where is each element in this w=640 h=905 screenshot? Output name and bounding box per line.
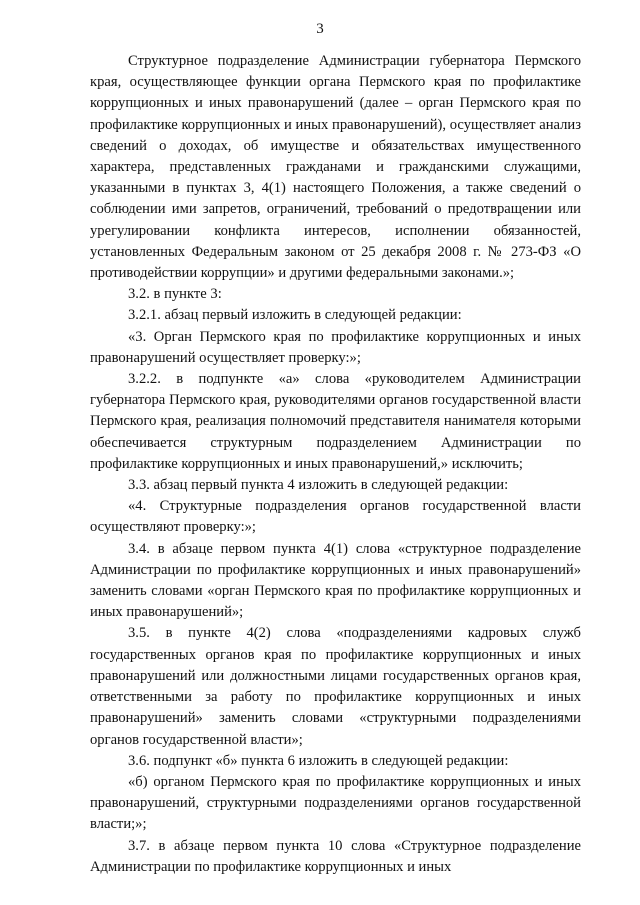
paragraph-3-5: 3.5. в пункте 4(2) слова «подразделениями кадровых служб государственных органов края по профилактике коррупционных и иных правонарушений или должностными лицами государственных органов края, ответственными за работу по профилактике коррупционных и иных правонарушений» заменить словами «структурными подразделениями органов государственной власти»;: [90, 625, 581, 748]
paragraph-3-2-2: 3.2.2. в подпункте «а» слова «руководителем Администрации губернатора Пермского края, руководителями органов государственной власти Пермского края, реализация полномочий представителя нанимателя которыми обеспечивается структурным подразделением Администрации по профилактике коррупционных и иных правонарушений,» исключить;: [90, 371, 581, 472]
paragraph-intro-analysis: Структурное подразделение Администрации губернатора Пермского края, осуществляющее функции органа Пермского края по профилактике коррупционных и иных правонарушений (далее – орган Пермского края по профилактике коррупционных и иных правонарушений), осуществляет анализ сведений о доходах, об имуществе и обязательствах имущественного характера, представленных гражданами и гражданскими служащими, указанными в пунктах 3, 4(1) настоящего Положения, а также сведений о соблюдении ими запретов, ограничений, требований о предотвращении или урегулировании конфликта интересов, исполнении обязанностей, установленных Федеральным законом от 25 декабря 2008 г. № 273-ФЗ «О противодействии коррупции» и другими федеральными законами.»;: [90, 53, 581, 282]
document-body: [90, 51, 581, 878]
page-number: 3: [316, 21, 324, 37]
paragraph-quote-item-3: «3. Орган Пермского края по профилактике коррупционных и иных правонарушений осуществляет проверку:»;: [90, 328, 581, 366]
paragraph-3-3: 3.3. абзац первый пункта 4 изложить в следующей редакции:: [128, 477, 509, 494]
paragraph-3-2-1: 3.2.1. абзац первый изложить в следующей редакции:: [128, 307, 462, 324]
paragraph-3-4: 3.4. в абзаце первом пункта 4(1) слова «структурное подразделение Администрации по профилактике коррупционных и иных правонарушений» заменить словами «орган Пермского края по профилактике коррупционных и иных правонарушений»;: [90, 540, 581, 621]
paragraph-3-7: 3.7. в абзаце первом пункта 10 слова «Структурное подразделение Администрации по профилактике коррупционных и иных: [90, 837, 581, 875]
paragraph-quote-subitem-b: «б) органом Пермского края по профилактике коррупционных и иных правонарушений, структурными подразделениями органов государственной власти;»;: [90, 773, 581, 833]
paragraph-3-6: 3.6. подпункт «б» пункта 6 изложить в следующей редакции:: [128, 752, 509, 769]
paragraph-quote-item-4: «4. Структурные подразделения органов государственной власти осуществляют проверку:»;: [90, 498, 581, 536]
paragraph-3-2: 3.2. в пункте 3:: [128, 286, 222, 303]
